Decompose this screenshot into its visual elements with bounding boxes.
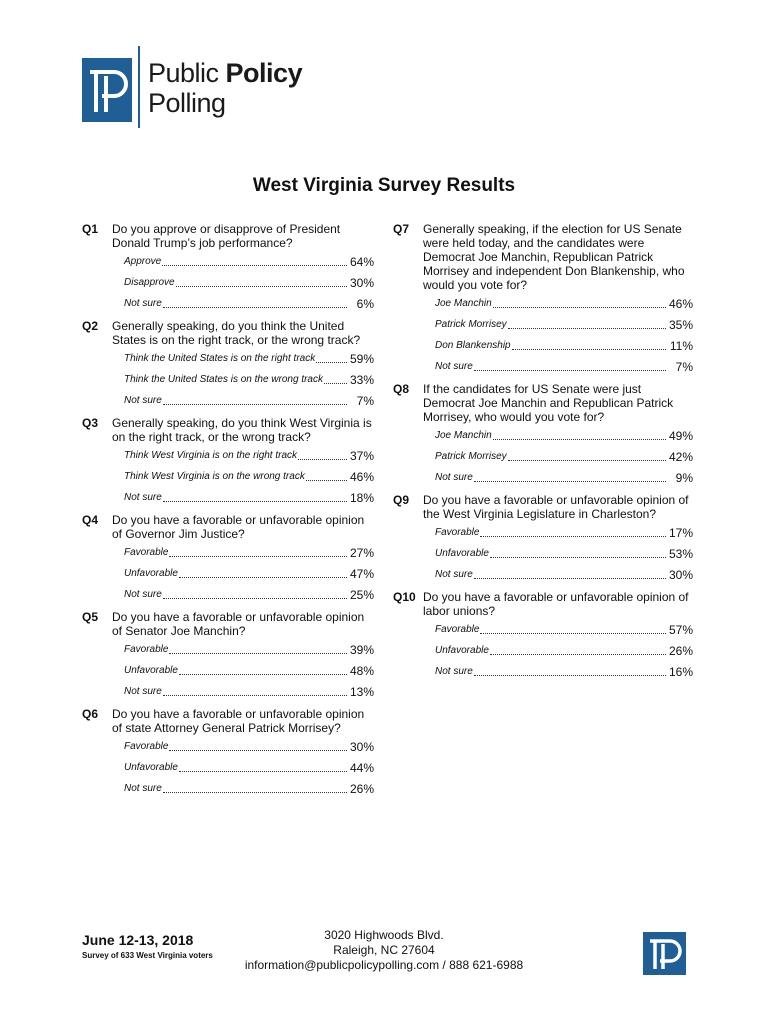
- dot-leader: [163, 501, 347, 502]
- answer-percent: 11%: [669, 339, 693, 353]
- question-header: [393, 382, 693, 424]
- answer-percent: 30%: [349, 740, 374, 754]
- address-line-2: Raleigh, NC 27604: [333, 943, 435, 957]
- answer-row: [124, 298, 374, 310]
- answer-list: [124, 547, 374, 601]
- answer-percent: 33%: [349, 373, 374, 387]
- answer-label: Favorable: [435, 527, 480, 538]
- question-q5: [82, 610, 374, 698]
- question-q9: [393, 493, 693, 581]
- dot-leader: [493, 439, 666, 440]
- answer-label: Unfavorable: [435, 548, 489, 559]
- answer-percent: 37%: [349, 449, 374, 463]
- answer-row: [124, 353, 374, 365]
- question-number: Q6: [82, 707, 99, 721]
- answer-label: Unfavorable: [124, 568, 178, 579]
- question-header: [82, 319, 374, 347]
- dot-leader: [298, 459, 347, 460]
- answer-label: Patrick Morrisey: [435, 319, 507, 330]
- answer-list: [124, 353, 374, 407]
- answer-percent: 30%: [349, 276, 374, 290]
- answer-row: [124, 450, 374, 462]
- answer-label: Not sure: [435, 666, 473, 677]
- question-text: Do you have a favorable or unfavorable opinion of state Attorney General Patrick Morrisey?: [112, 707, 365, 735]
- footer-date: June 12-13, 2018: [82, 932, 194, 948]
- answer-row: [435, 472, 693, 484]
- answer-label: Not sure: [124, 298, 162, 309]
- question-number: Q9: [393, 493, 410, 507]
- dot-leader: [179, 674, 347, 675]
- answer-percent: 46%: [349, 470, 374, 484]
- dot-leader: [169, 750, 347, 751]
- answer-row: [124, 762, 374, 774]
- left-column: [82, 222, 374, 804]
- answer-list: [435, 624, 693, 678]
- answer-row: [124, 644, 374, 656]
- answer-row: [124, 374, 374, 386]
- question-text: Do you have a favorable or unfavorable opinion of Senator Joe Manchin?: [112, 610, 365, 638]
- answer-percent: 49%: [668, 429, 693, 443]
- answer-label: Patrick Morrisey: [435, 451, 507, 462]
- dot-leader: [480, 633, 666, 634]
- answer-row: [435, 298, 693, 310]
- question-number: Q4: [82, 513, 99, 527]
- question-text: Do you have a favorable or unfavorable opinion of the West Virginia Legislature in Charleston?: [423, 493, 689, 521]
- answer-list: [435, 298, 693, 373]
- question-q1: [82, 222, 374, 310]
- answer-list: [435, 527, 693, 581]
- answer-percent: 39%: [349, 643, 374, 657]
- question-q10: [393, 590, 693, 678]
- question-text: Do you approve or disapprove of President Donald Trump’s job performance?: [112, 222, 341, 250]
- answer-percent: 35%: [668, 318, 693, 332]
- answer-label: Favorable: [435, 624, 480, 635]
- answer-label: Joe Manchin: [435, 430, 492, 441]
- question-number: Q3: [82, 416, 99, 430]
- answer-percent: 18%: [349, 491, 374, 505]
- contact-line: information@publicpolicypolling.com / 888 621-6988: [244, 958, 524, 972]
- dot-leader: [163, 792, 347, 793]
- answer-label: Don Blankenship: [435, 340, 511, 351]
- answer-percent: 44%: [349, 761, 374, 775]
- dot-leader: [176, 286, 347, 287]
- question-q8: [393, 382, 693, 484]
- answer-row: [124, 256, 374, 268]
- answer-row: [435, 430, 693, 442]
- dot-leader: [490, 654, 666, 655]
- dot-leader: [474, 675, 666, 676]
- dot-leader: [324, 383, 347, 384]
- dot-leader: [179, 577, 347, 578]
- question-number: Q10: [393, 590, 416, 604]
- answer-list: [124, 450, 374, 504]
- question-number: Q2: [82, 319, 99, 333]
- answer-percent: 48%: [349, 664, 374, 678]
- dot-leader: [162, 265, 347, 266]
- question-q4: [82, 513, 374, 601]
- answer-percent: 64%: [349, 255, 374, 269]
- question-text: Generally speaking, if the election for US Senate were held today, and the candidates were Democrat Joe Manchin, Republican Patrick Morrisey and independent Don Blankenship, who would you vote for?: [423, 222, 685, 292]
- question-number: Q8: [393, 382, 410, 396]
- logo-divider: [138, 46, 140, 128]
- ppp-logo-icon: [82, 58, 132, 122]
- answer-label: Approve: [124, 256, 162, 267]
- answer-percent: 53%: [668, 547, 693, 561]
- answer-percent: 17%: [668, 526, 693, 540]
- answer-label: Unfavorable: [124, 665, 178, 676]
- answer-label: Not sure: [435, 472, 473, 483]
- answer-row: [124, 589, 374, 601]
- answer-label: Not sure: [124, 589, 162, 600]
- answer-row: [124, 686, 374, 698]
- answer-row: [435, 548, 693, 560]
- answer-label: Joe Manchin: [435, 298, 492, 309]
- dot-leader: [169, 556, 347, 557]
- brand-policy: Policy: [225, 58, 303, 88]
- dot-leader: [316, 362, 347, 363]
- footer-survey: Survey of 633 West Virginia voters: [82, 951, 213, 960]
- answer-percent: 47%: [349, 567, 374, 581]
- answer-row: [435, 666, 693, 678]
- answer-label: Favorable: [124, 547, 169, 558]
- footer-logo-icon: [643, 932, 686, 975]
- question-header: [82, 416, 374, 444]
- answer-row: [435, 569, 693, 581]
- answer-row: [124, 492, 374, 504]
- answer-percent: 57%: [668, 623, 693, 637]
- answer-percent: 16%: [668, 665, 693, 679]
- answer-percent: 26%: [349, 782, 374, 796]
- page-title: West Virginia Survey Results: [252, 175, 516, 196]
- answer-row: [435, 645, 693, 657]
- question-header: [82, 513, 374, 541]
- answer-row: [124, 277, 374, 289]
- question-number: Q1: [82, 222, 99, 236]
- answer-label: Unfavorable: [435, 645, 489, 656]
- dot-leader: [474, 481, 666, 482]
- answer-percent: 13%: [349, 685, 374, 699]
- dot-leader: [474, 370, 666, 371]
- answer-row: [124, 568, 374, 580]
- question-header: [393, 590, 693, 618]
- answer-label: Not sure: [124, 395, 162, 406]
- question-header: [393, 222, 693, 292]
- answer-label: Think West Virginia is on the wrong track: [124, 471, 305, 482]
- answer-percent: 25%: [349, 588, 374, 602]
- answer-list: [124, 741, 374, 795]
- answer-percent: 46%: [668, 297, 693, 311]
- answer-label: Think the United States is on the right track: [124, 353, 316, 364]
- answer-percent: 59%: [349, 352, 374, 366]
- answer-row: [124, 783, 374, 795]
- answer-label: Favorable: [124, 741, 169, 752]
- answer-percent: 42%: [668, 450, 693, 464]
- answer-label: Not sure: [124, 492, 162, 503]
- answer-row: [435, 451, 693, 463]
- answer-label: Disapprove: [124, 277, 175, 288]
- question-header: [82, 610, 374, 638]
- answer-row: [435, 340, 693, 352]
- answer-label: Not sure: [124, 686, 162, 697]
- answer-row: [124, 547, 374, 559]
- dot-leader: [306, 480, 347, 481]
- dot-leader: [512, 349, 666, 350]
- answer-label: Unfavorable: [124, 762, 178, 773]
- dot-leader: [179, 771, 347, 772]
- answer-percent: 9%: [675, 471, 693, 485]
- question-q7: [393, 222, 693, 373]
- dot-leader: [163, 598, 347, 599]
- question-text: Do you have a favorable or unfavorable opinion of labor unions?: [423, 590, 689, 618]
- answer-percent: 7%: [356, 394, 374, 408]
- answer-percent: 7%: [675, 360, 693, 374]
- footer-address: [200, 928, 568, 973]
- answer-label: Favorable: [124, 644, 169, 655]
- ppp-logo: [82, 46, 302, 128]
- question-q3: [82, 416, 374, 504]
- dot-leader: [163, 404, 347, 405]
- answer-label: Not sure: [435, 361, 473, 372]
- question-header: [82, 222, 374, 250]
- brand-public: Public: [148, 58, 226, 88]
- dot-leader: [474, 578, 666, 579]
- answer-percent: 30%: [668, 568, 693, 582]
- answer-label: Not sure: [124, 783, 162, 794]
- brand-polling: Polling: [148, 88, 226, 118]
- answer-row: [435, 361, 693, 373]
- dot-leader: [508, 328, 666, 329]
- brand-name: [148, 58, 302, 118]
- dot-leader: [508, 460, 666, 461]
- dot-leader: [163, 307, 347, 308]
- dot-leader: [490, 557, 666, 558]
- answer-row: [435, 624, 693, 636]
- answer-percent: 26%: [668, 644, 693, 658]
- answer-label: Think West Virginia is on the right track: [124, 450, 298, 461]
- question-number: Q7: [393, 222, 410, 236]
- answer-list: [435, 430, 693, 484]
- question-text: Generally speaking, do you think the United States is on the right track, or the wrong track?: [112, 319, 361, 347]
- question-q2: [82, 319, 374, 407]
- answer-row: [124, 741, 374, 753]
- answer-label: Not sure: [435, 569, 473, 580]
- answer-row: [124, 665, 374, 677]
- question-number: Q5: [82, 610, 99, 624]
- answer-row: [124, 471, 374, 483]
- answer-row: [435, 319, 693, 331]
- answer-label: Think the United States is on the wrong track: [124, 374, 323, 385]
- question-text: If the candidates for US Senate were just Democrat Joe Manchin and Republican Patrick Morrisey, who would you vote for?: [423, 382, 674, 424]
- answer-percent: 6%: [356, 297, 374, 311]
- dot-leader: [163, 695, 347, 696]
- address-line-1: 3020 Highwoods Blvd.: [324, 928, 444, 942]
- answer-row: [124, 395, 374, 407]
- question-text: Do you have a favorable or unfavorable opinion of Governor Jim Justice?: [112, 513, 365, 541]
- question-header: [82, 707, 374, 735]
- dot-leader: [169, 653, 347, 654]
- dot-leader: [493, 307, 666, 308]
- question-text: Generally speaking, do you think West Virginia is on the right track, or the wrong track?: [112, 416, 372, 444]
- dot-leader: [480, 536, 666, 537]
- question-header: [393, 493, 693, 521]
- answer-list: [124, 644, 374, 698]
- answer-percent: 27%: [349, 546, 374, 560]
- answer-list: [124, 256, 374, 310]
- answer-row: [435, 527, 693, 539]
- question-q6: [82, 707, 374, 795]
- right-column: [393, 222, 693, 687]
